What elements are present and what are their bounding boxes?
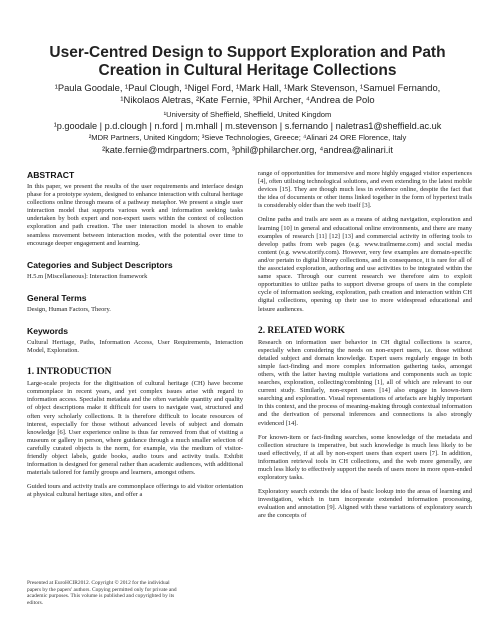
general-terms-heading: General Terms	[27, 292, 87, 303]
affiliation-partner-emails: ²kate.fernie@mdrpartners.com, ³phil@philarcher.org, ⁴andrea@alinari.it	[102, 145, 393, 155]
paper-title: User-Centred Design to Support Exploration and Path Creation in Cultural Heritage Collections	[49, 44, 446, 79]
copyright-footnote: Presented at EuroHCIR2012. Copyright © 2012 for the individual papers by the papers' authors. Copying permitted only for private and academic purposes. This volume is published and copyrighted by its editors.	[27, 580, 177, 606]
keywords-heading: Keywords	[27, 325, 69, 336]
categories-text: H.5.m [Miscellaneous]: Interaction framework	[27, 272, 148, 280]
right-column	[258, 170, 472, 527]
author-line: ¹Paula Goodale, ¹Paul Clough, ¹Nigel Ford, ¹Mark Hall, ¹Mark Stevenson, ¹Samuel Fernando,	[54, 82, 441, 93]
introduction-heading: 1. INTRODUCTION	[27, 367, 112, 378]
related-work-heading: 2. RELATED WORK	[258, 325, 345, 336]
abstract-text: In this paper, we present the results of the user requirements and interface design phase for a prototype system, designed to enhance interaction with cultural heritage collections online through means of a pathway metaphor. We present a single user interaction model that supports various work and information seeking tasks undertaken by both expert and non-expert users within the context of collection exploration and path creation. The user interaction model is shown to enable seamless movement between interaction modes, with the potential over time to encourage deeper engagement and learning.	[27, 183, 243, 247]
abstract-heading: ABSTRACT	[27, 170, 75, 180]
categories-heading: Categories and Subject Descriptors	[27, 259, 173, 270]
body-paragraph: range of opportunities for immersive and more highly engaged visitor experiences [4], often utilising technological solutions, and even extending to the latest mobile devices [15]. They are though much less in evidence online, despite the fact that the idea of documents or other items linked together in the form of hypertext trails is considerably older than the web itself [3].	[258, 170, 472, 210]
introduction-paragraph: Large-scale projects for the digitisation of cultural heritage (CH) have become commonplace in recent years, and yet complex issues arise with regard to information access. Specialist metadata and the often variable quantity and quality of object descriptions make it difficult for users to navigate vast, structured and often very scholarly collections. It is therefore difficult to locate resources of interest, especially for those without advanced levels of subject and domain knowledge [6]. User experience online is thus far removed from that of visiting a museum or gallery in person, where guidance through a much smaller selection of carefully curated objects is the norm, for example, via the medium of visitor-friendly object labels, guide books, audio tours and activity trails. Exhibit information is designed for general rather than academic audiences, with additional materials tailored for family groups and learners, amongst others.	[27, 380, 243, 477]
author-list	[20, 82, 475, 106]
affiliations	[20, 110, 475, 157]
body-paragraph: Online paths and trails are seen as a means of aiding navigation, exploration and learning [10] in general and educational online environments, and there are many examples of research [11] [12] [13] and commercial activity in offering tools to develop paths from web pages (e.g. www.trailmeme.com) and social media content (e.g. www.storify.com). However, very few examples are domain-specific and/or pertain to digital library collections, and in consequence, it is rare for all of the associated exploration, authoring and use activities to be integrated within the same space. Through our current research we therefore aim to exploit opportunities to utilize paths to support diverse groups of users in the complete cycle of information seeking, exploration, path creation and interaction within CH digital collections, opening up their use to more widespread educational and leisure audiences.	[258, 216, 472, 313]
affiliation-partners: ²MDR Partners, United Kingdom; ³Sieve Technologies, Greece; ⁴Alinari 24 ORE Florence, Italy	[88, 133, 407, 142]
author-line: ¹Nikolaos Aletras, ²Kate Fernie, ³Phil Archer, ⁴Andrea de Polo	[120, 94, 375, 105]
general-terms-text: Design, Human Factors, Theory.	[27, 305, 111, 313]
affiliation-university: ¹University of Sheffield, Sheffield, United Kingdom	[163, 110, 332, 119]
body-paragraph: Exploratory search extends the idea of basic lookup into the areas of learning and investigation, which in turn incorporate extended information processing, evaluation and annotation [9]. Aligned with these variations of exploratory search are the concepts of	[258, 488, 472, 520]
introduction-paragraph: Guided tours and activity trails are commonplace offerings to aid visitor orientation at physical cultural heritage sites, and offer a	[27, 483, 243, 499]
body-paragraph: For known-item or fact-finding searches, some knowledge of the metadata and collection structure is imperative, but such knowledge is much less likely to be used effectively, if at all by non-expert users than expert users [7]. In addition, information retrieval tools in CH collections, and the web more generally, are much less likely to effectively support the needs of users more in more open-ended exploratory tasks.	[258, 433, 472, 482]
body-paragraph: Research on information user behavior in CH digital collections is scarce, especially when considering the needs on non-expert users, i.e. those without detailed subject and domain knowledge. Expert users regularly engage in both simple fact-finding and more complex information gathering tasks, amongst others, with the latter having multiple variations and components such as topic searches, exploration, collecting/combining [1], all of which are relevant to our current study. Similarly, non-expert users [14] also engage in known-item searching and exploration. Visual representations of artefacts are highly important in this context, and the process of meaning-making through contextual information and the derivation of personal inferences and connections is also strongly evidenced [14].	[258, 338, 472, 427]
affiliation-emails: ¹p.goodale | p.d.clough | n.ford | m.mhall | m.stevenson | s.fernando | naletras1@sheffield.ac.uk	[53, 121, 442, 131]
left-column	[27, 170, 243, 505]
keywords-text: Cultural Heritage, Paths, Information Access, User Requirements, Interaction Model, Exploration.	[27, 338, 243, 355]
